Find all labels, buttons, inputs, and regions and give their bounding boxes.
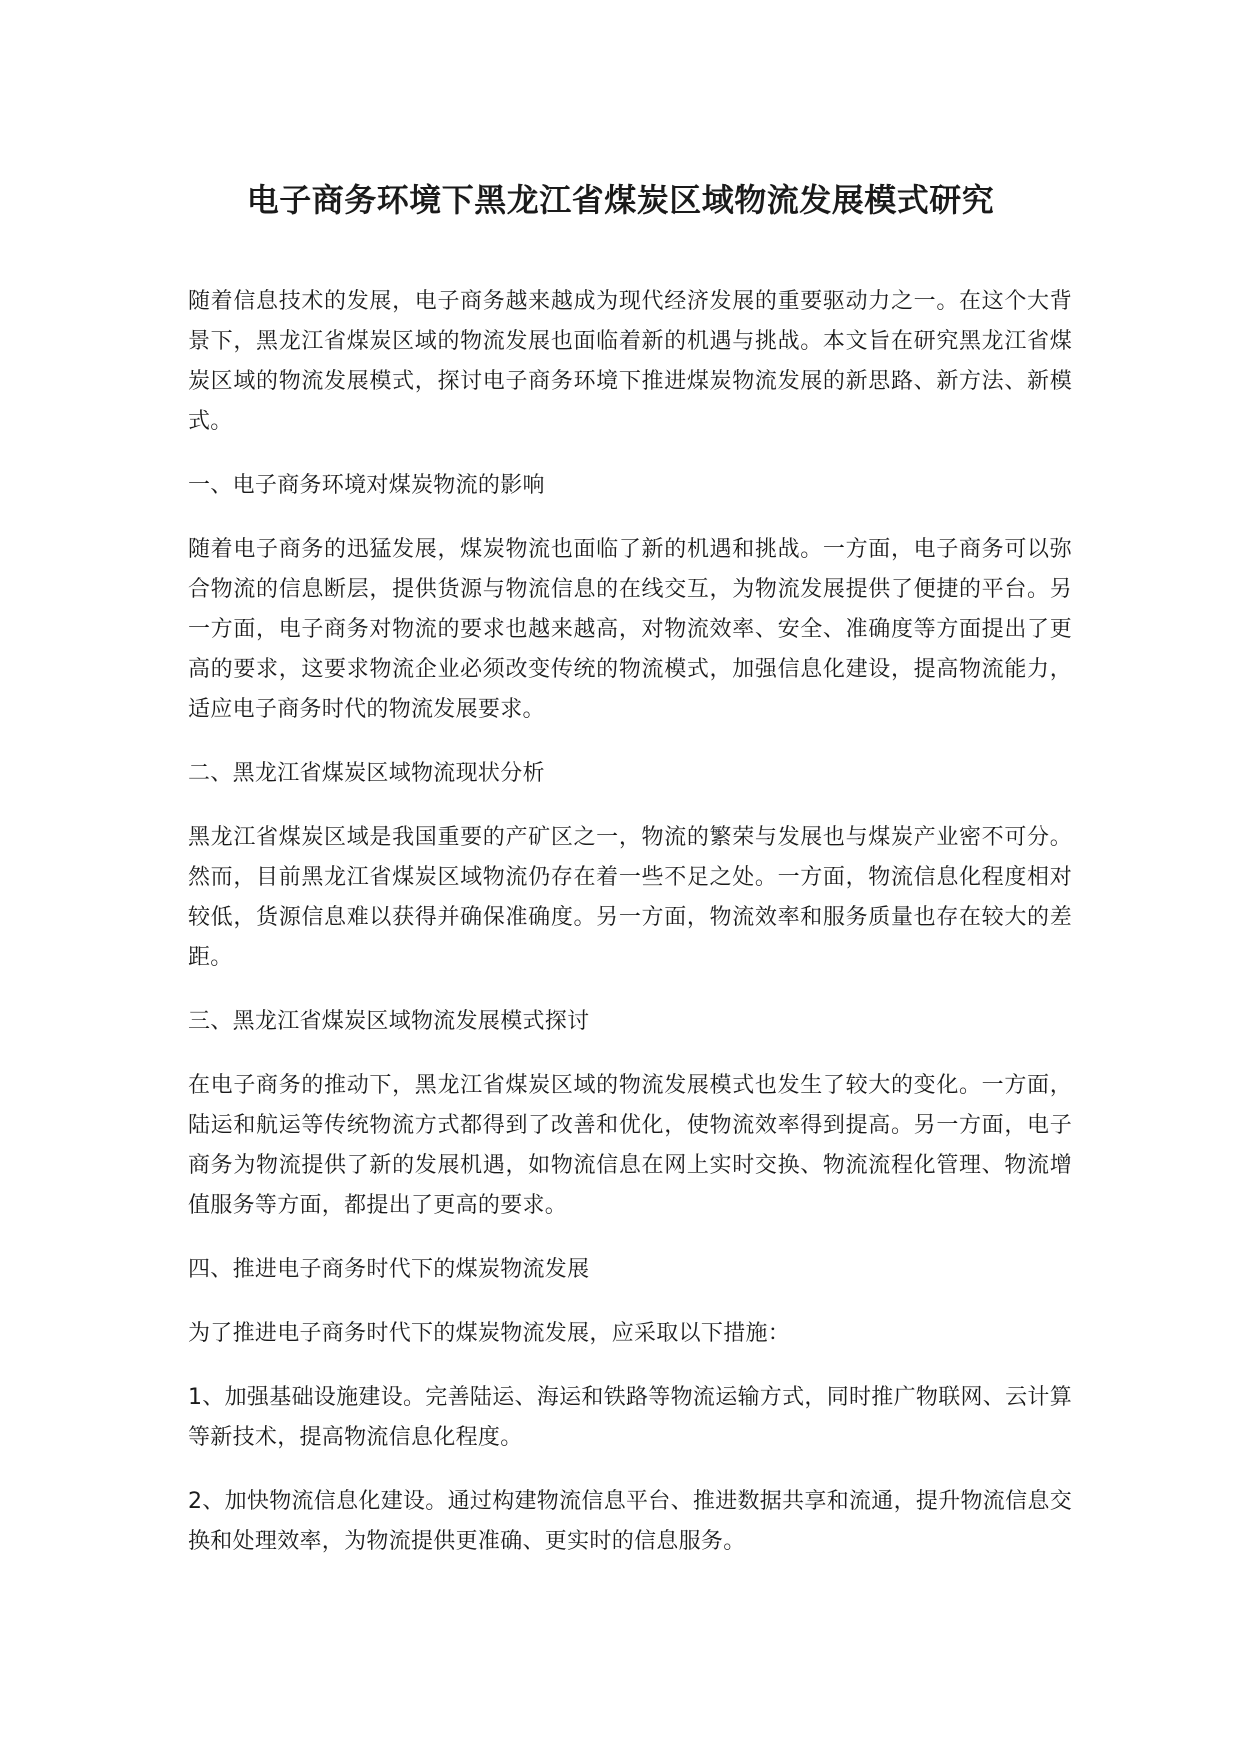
measure-item: 1、加强基础设施建设。完善陆运、海运和铁路等物流运输方式，同时推广物联网、云计算等新技术，提高物流信息化程度。: [188, 1385, 1072, 1450]
document-body: [188, 282, 1072, 1586]
section-heading: 一、电子商务环境对煤炭物流的影响: [188, 473, 545, 498]
section-paragraph: 随着电子商务的迅猛发展，煤炭物流也面临了新的机遇和挑战。一方面，电子商务可以弥合物流的信息断层，提供货源与物流信息的在线交互，为物流发展提供了便捷的平台。另一方面，电子商务对物流的要求也越来越高，对物流效率、安全、准确度等方面提出了更高的要求，这要求物流企业必须改变传统的物流模式，加强信息化建设，提高物流能力，适应电子商务时代的物流发展要求。: [188, 537, 1072, 722]
section-heading: 二、黑龙江省煤炭区域物流现状分析: [188, 761, 545, 786]
document-title: 电子商务环境下黑龙江省煤炭区域物流发展模式研究: [246, 181, 995, 219]
section-paragraph: 在电子商务的推动下，黑龙江省煤炭区域的物流发展模式也发生了较大的变化。一方面，陆运和航运等传统物流方式都得到了改善和优化，使物流效率得到提高。另一方面，电子商务为物流提供了新的发展机遇，如物流信息在网上实时交换、物流流程化管理、物流增值服务等方面，都提出了更高的要求。: [188, 1073, 1072, 1218]
section-heading: 三、黑龙江省煤炭区域物流发展模式探讨: [188, 1009, 590, 1034]
measure-item: 2、加快物流信息化建设。通过构建物流信息平台、推进数据共享和流通，提升物流信息交换和处理效率，为物流提供更准确、更实时的信息服务。: [188, 1489, 1072, 1554]
intro-paragraph: 随着信息技术的发展，电子商务越来越成为现代经济发展的重要驱动力之一。在这个大背景下，黑龙江省煤炭区域的物流发展也面临着新的机遇与挑战。本文旨在研究黑龙江省煤炭区域的物流发展模式，探讨电子商务环境下推进煤炭物流发展的新思路、新方法、新模式。: [188, 289, 1072, 434]
section-heading: 四、推进电子商务时代下的煤炭物流发展: [188, 1257, 590, 1282]
section-paragraph: 黑龙江省煤炭区域是我国重要的产矿区之一，物流的繁荣与发展也与煤炭产业密不可分。然而，目前黑龙江省煤炭区域物流仍存在着一些不足之处。一方面，物流信息化程度相对较低，货源信息难以获得并确保准确度。另一方面，物流效率和服务质量也存在较大的差距。: [188, 825, 1072, 970]
section-lead-paragraph: 为了推进电子商务时代下的煤炭物流发展，应采取以下措施：: [188, 1321, 791, 1346]
